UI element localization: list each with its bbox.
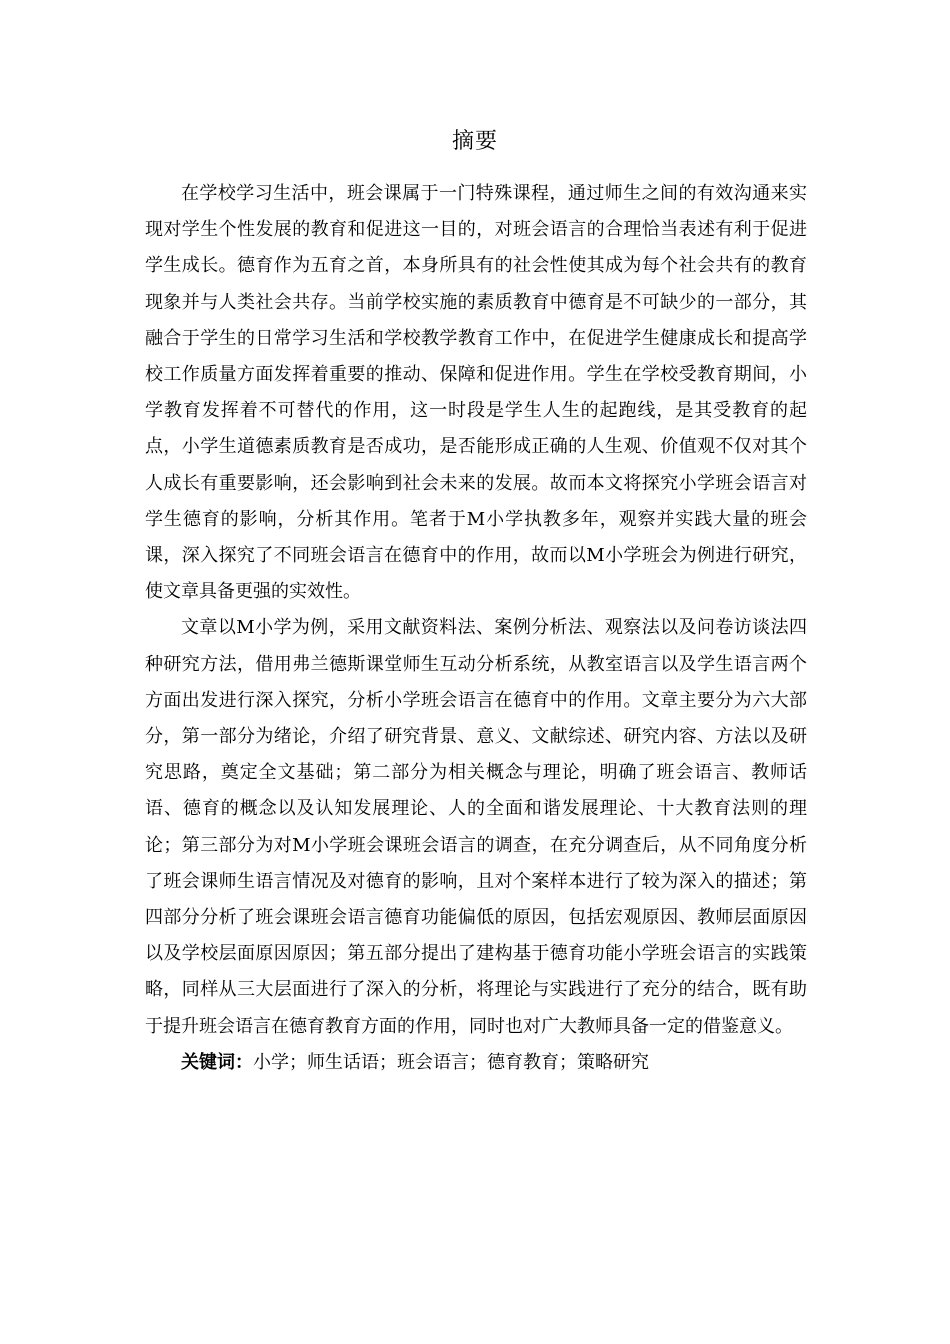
keywords-label: 关键词： (181, 1051, 253, 1073)
keywords-line (145, 1045, 807, 1081)
abstract-paragraph-2: 文章以M小学为例，采用文献资料法、案例分析法、观察法以及问卷访谈法四种研究方法，借用弗兰德斯课堂师生互动分析系统，从教室语言以及学生语言两个方面出发进行深入探究，分析小学班会语言在德育中的作用。文章主要分为六大部分，第一部分为绪论，介绍了研究背景、意义、文献综述、研究内容、方法以及研究思路，奠定全文基础；第二部分为相关概念与理论，明确了班会语言、教师话语、德育的概念以及认知发展理论、人的全面和谐发展理论、十大教育法则的理论；第三部分为对M小学班会课班会语言的调查，在充分调查后，从不同角度分析了班会课师生语言情况及对德育的影响，且对个案样本进行了较为深入的描述；第四部分分析了班会课班会语言德育功能偏低的原因，包括宏观原因、教师层面原因以及学校层面原因原因；第五部分提出了建构基于德育功能小学班会语言的实践策略，同样从三大层面进行了深入的分析，将理论与实践进行了充分的结合，既有助于提升班会语言在德育教育方面的作用，同时也对广大教师具备一定的借鉴意义。 (145, 617, 807, 1037)
abstract-title: 摘要 (451, 129, 498, 154)
keywords-value: 小学；师生话语；班会语言；德育教育；策略研究 (253, 1051, 649, 1073)
abstract-paragraph-1: 在学校学习生活中，班会课属于一门特殊课程，通过师生之间的有效沟通来实现对学生个性发展的教育和促进这一目的，对班会语言的合理恰当表述有利于促进学生成长。德育作为五育之首，本身所具有的社会性使其成为每个社会共有的教育现象并与人类社会共存。当前学校实施的素质教育中德育是不可缺少的一部分，其融合于学生的日常学习生活和学校教学教育工作中，在促进学生健康成长和提高学校工作质量方面发挥着重要的推动、保障和促进作用。学生在学校受教育期间，小学教育发挥着不可替代的作用，这一时段是学生人生的起跑线，是其受教育的起点，小学生道德素质教育是否成功，是否能形成正确的人生观、价值观不仅对其个人成长有重要影响，还会影响到社会未来的发展。故而本文将探究小学班会语言对学生德育的影响，分析其作用。笔者于M小学执教多年，观察并实践大量的班会课，深入探究了不同班会语言在德育中的作用，故而以M小学班会为例进行研究，使文章具备更强的实效性。 (145, 183, 807, 603)
abstract-body (145, 176, 807, 1081)
